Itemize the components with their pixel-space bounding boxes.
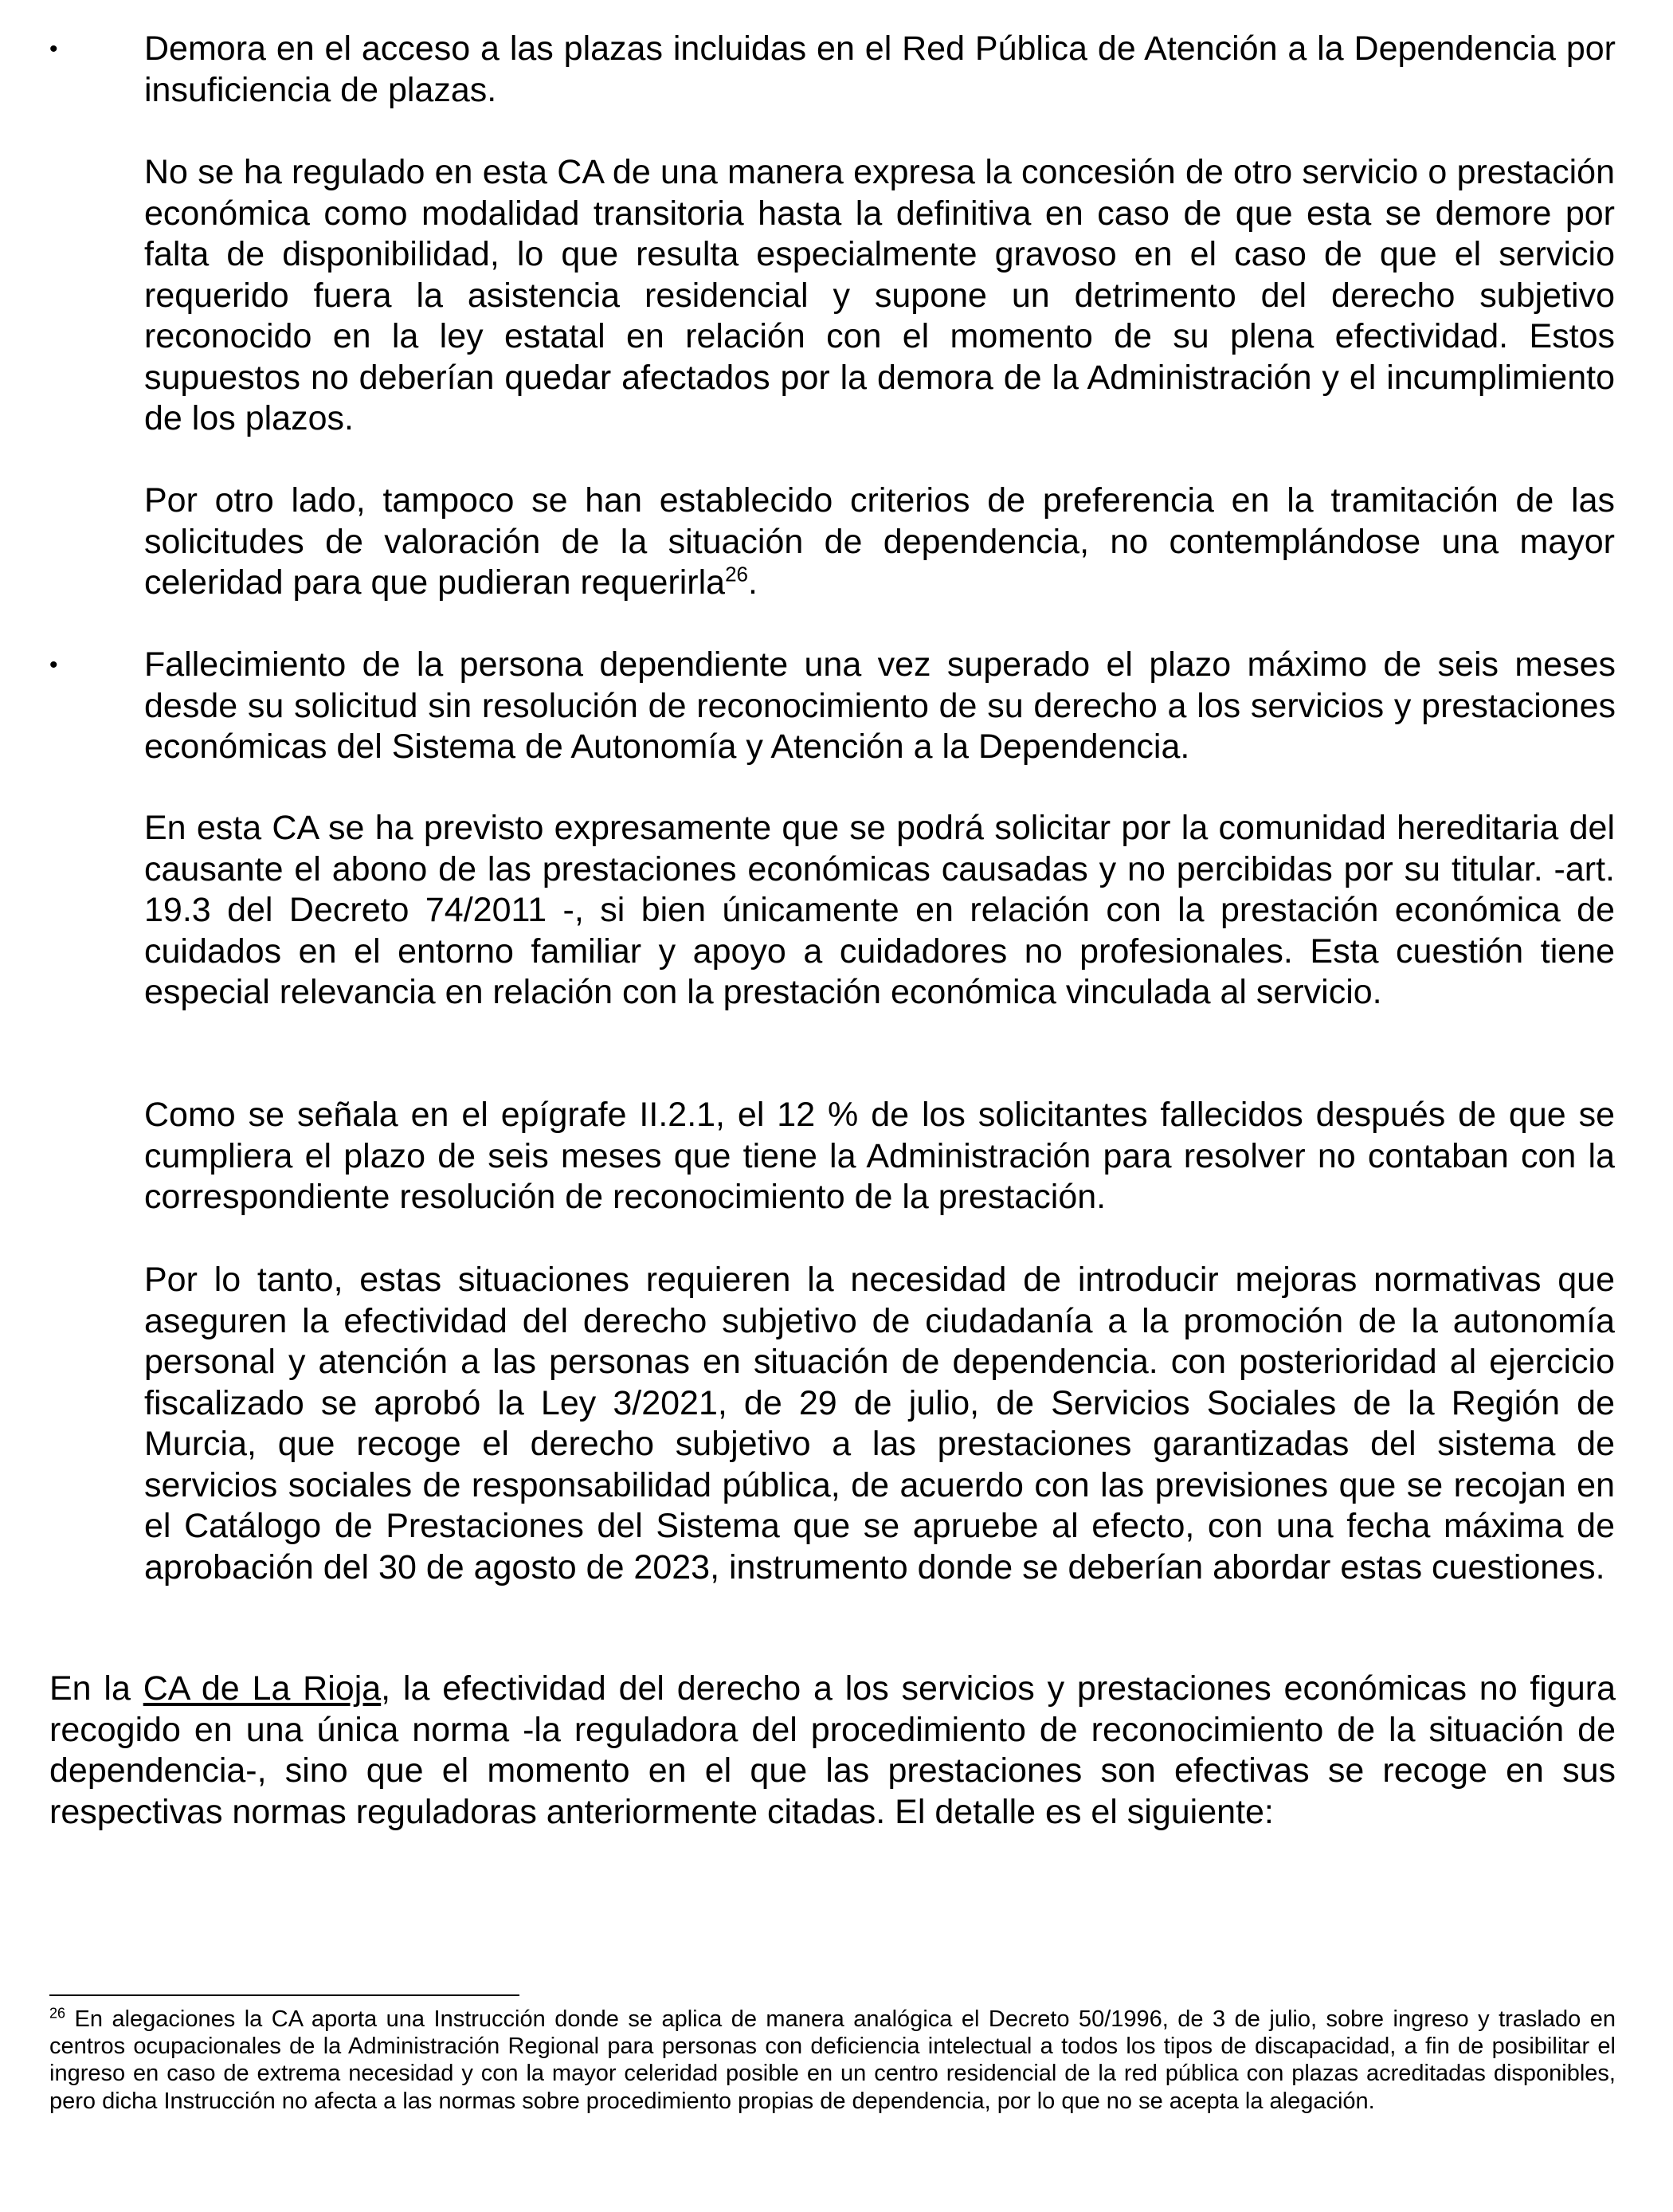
paragraph-2b: Como se señala en el epígrafe II.2.1, el 12 % de los solicitantes fallecidos después de que se cumpliera el plazo de seis meses que tiene la Administración para resolver no contaban con la correspondiente resolución de reconocimiento de la prestación. bbox=[144, 1096, 1615, 1216]
footnote-26 bbox=[49, 2006, 1616, 2115]
paragraph-1a: No se ha regulado en esta CA de una manera expresa la concesión de otro servicio o prestación económica como modalidad transitoria hasta la definitiva en caso de que esta se demore por falta de disponibilidad, lo que resulta especialmente gravoso en el caso de que el servicio requerido fuera la asistencia residencial y supone un detrimento del derecho subjetivo reconocido en la ley estatal en relación con el momento de su plena efectividad. Estos supuestos no deberían quedar afectados por la demora de la Administración y el incumplimiento de los plazos. bbox=[144, 153, 1615, 437]
bullet-symbol: • bbox=[49, 36, 58, 62]
paragraph-2a: En esta CA se ha previsto expresamente que se podrá solicitar por la comunidad hereditaria del causante el abono de las prestaciones económicas causadas y no percibidas por su titular. -art. 19.3 del Decreto 74/2011 -, si bien únicamente en relación con la prestación económica de cuidados en el entorno familiar y apoyo a cuidadores no profesionales. Esta cuestión tiene especial relevancia en relación con la prestación económica vinculada al servicio. bbox=[144, 809, 1615, 1011]
closing-paragraph bbox=[49, 1669, 1616, 1833]
paragraph-1b-end: . bbox=[748, 563, 758, 602]
footnote-ref-26[interactable]: 26 bbox=[725, 562, 749, 586]
bullet-item-2 bbox=[49, 645, 1616, 768]
bullet-text-2: Fallecimiento de la persona dependiente una vez superado el plazo máximo de seis meses desde su solicitud sin resolución de reconocimiento de su derecho a los servicios y prestaciones económicas del Sistema de Autonomía y Atención a la Dependencia. bbox=[144, 645, 1616, 766]
paragraph-1b bbox=[144, 480, 1615, 604]
closing-suffix: , la efectividad del derecho a los servicios y prestaciones económicas no figura recogido en una única norma -la reguladora del procedimiento de reconocimiento de la situación de dependencia-, sino que el momento en el que las prestaciones son efectivas se recoge en sus respectivas normas reguladoras anteriormente citadas. El detalle es el siguiente: bbox=[49, 1669, 1616, 1831]
footnote-separator bbox=[49, 1994, 519, 1996]
bullet-item-1 bbox=[49, 29, 1616, 111]
closing-prefix: En la bbox=[49, 1669, 143, 1708]
paragraph-1b-text: Por otro lado, tampoco se han establecido criterios de preferencia en la tramitación de las solicitudes de valoración de la situación de dependencia, no contemplándose una mayor celeridad para que pudieran requerirla bbox=[144, 481, 1615, 602]
footnote-number: 26 bbox=[49, 2005, 66, 2022]
paragraph-2c: Por lo tanto, estas situaciones requieren la necesidad de introducir mejoras normativas que aseguren la efectividad del derecho subjetivo de ciudadanía a la promoción de la autonomía personal y atención a las personas en situación de dependencia. con posterioridad al ejercicio fiscalizado se aprobó la Ley 3/2021, de 29 de julio, de Servicios Sociales de la Región de Murcia, que recoge el derecho subjetivo a las prestaciones garantizadas del sistema de servicios sociales de responsabilidad pública, de acuerdo con las previsiones que se recojan en el Catálogo de Prestaciones del Sistema que se apruebe al efecto, con una fecha máxima de aprobación del 30 de agosto de 2023, instrumento donde se deberían abordar estas cuestiones. bbox=[144, 1261, 1615, 1586]
bullet-text-1: Demora en el acceso a las plazas incluidas en el Red Pública de Atención a la Dependencia por insuficiencia de plazas. bbox=[144, 29, 1616, 109]
footnote-text: En alegaciones la CA aporta una Instrucción donde se aplica de manera analógica el Decreto 50/1996, de 3 de julio, sobre ingreso y traslado en centros ocupacionales de la Administración Regional para personas con deficiencia intelectual a todos los tipos de discapacidad, a fin de posibilitar el ingreso en caso de extrema necesidad y con la mayor celeridad posible en un centro residencial de la red pública con plazas acreditadas disponibles, pero dicha Instrucción no afecta a las normas sobre procedimiento propias de dependencia, por lo que no se acepta la alegación. bbox=[49, 2006, 1616, 2114]
bullet-symbol: • bbox=[49, 652, 58, 678]
ca-la-rioja-link[interactable]: CA de La Rioja bbox=[143, 1669, 382, 1708]
